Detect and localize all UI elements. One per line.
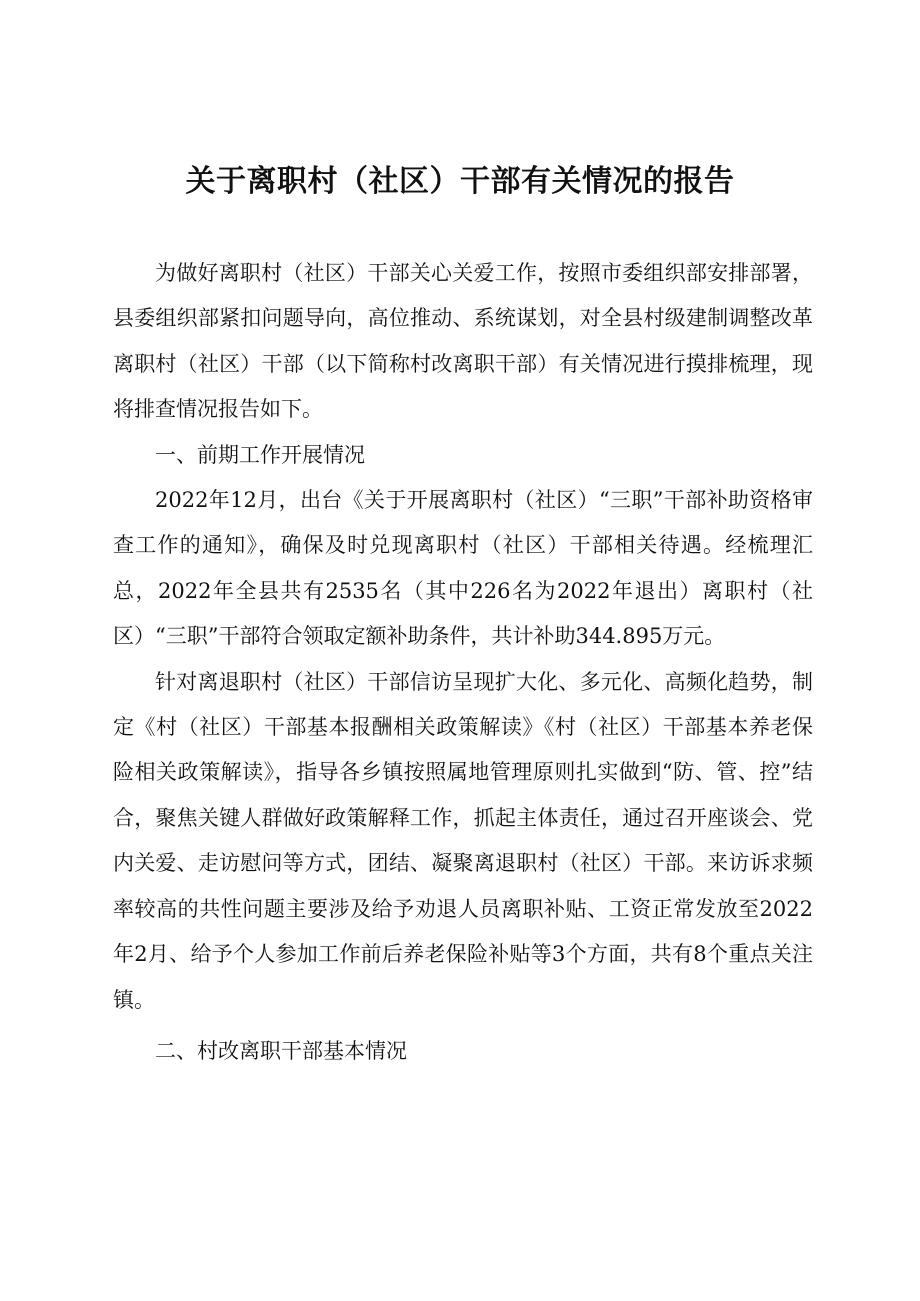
section-heading-2: 二、村改离职干部基本情况 <box>155 1038 407 1063</box>
section1-paragraph-2: 针对离退职村（社区）干部信访呈现扩大化、多元化、高频化趋势，制定《村（社区）干部基本报酬相关政策解读》《村（社区）干部基本养老保险相关政策解读》，指导各乡镇按照属地管理原则扎实做到“防、管、控”结合，聚焦关键人群做好政策解释工作，抓起主体责任，通过召开座谈会、党内关爱、走访慰问等方式，团结、凝聚离退职村（社区）干部。来访诉求频率较高的共性问题主要涉及给予劝退人员离职补贴、工资正常发放至2022年2月、给予个人参加工作前后养老保险补贴等3个方面，共有8个重点关注镇。 <box>113 669 813 1012</box>
intro-paragraph: 为做好离职村（社区）干部关心关爱工作，按照市委组织部安排部署，县委组织部紧扣问题导向，高位推动、系统谋划，对全县村级建制调整改革离职村（社区）干部（以下简称村改离职干部）有关情况进行摸排梳理，现将排查情况报告如下。 <box>113 261 813 422</box>
document-body <box>113 251 813 1074</box>
section1-paragraph-1: 2022年12月，出台《关于开展离职村（社区）“三职”干部补助资格审查工作的通知》，确保及时兑现离职村（社区）干部相关待遇。经梳理汇总，2022年全县共有2535名（其中226名为2022年退出）离职村（社区）“三职”干部符合领取定额补助条件，共计补助344.895万元。 <box>113 488 813 649</box>
section-heading-1: 一、前期工作开展情况 <box>155 442 365 467</box>
document-title: 关于离职村（社区）干部有关情况的报告 <box>185 164 735 199</box>
